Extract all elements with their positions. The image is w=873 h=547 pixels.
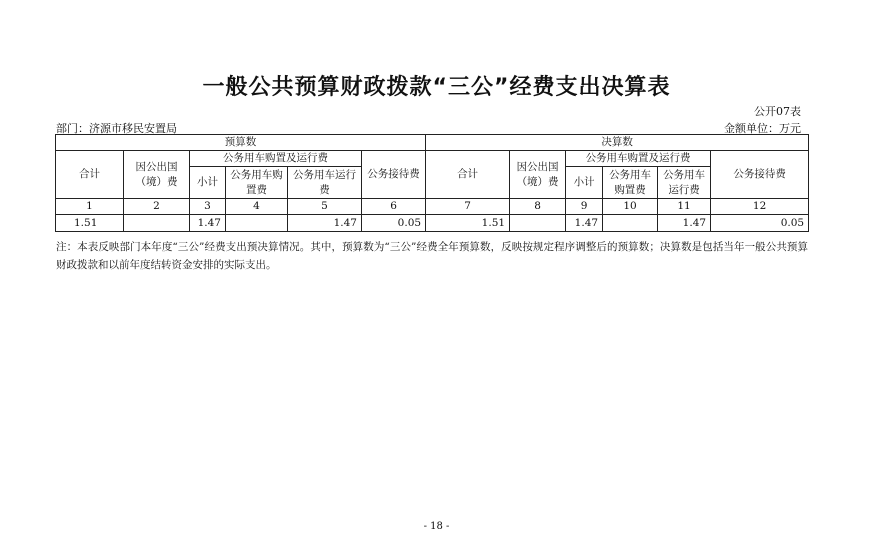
header-budget-purchase (226, 167, 288, 199)
header-budget-operation (288, 167, 362, 199)
header-text: 因公出国 (516, 160, 559, 173)
index-cell: 6 (362, 199, 426, 215)
column-index-row (56, 199, 809, 215)
table-footnote: 注：本表反映部门本年度“三公”经费支出预决算情况。其中，预算数为“三公”经费全年预算数，反映按规定程序调整后的预算数；决算数是包括当年一般公共预算财政拨款和以前年度结转资金安排的实际支出。 (56, 241, 808, 271)
header-text: 公务用车购 (230, 168, 283, 181)
page-number: - 18 - (423, 521, 450, 532)
header-final-operation (658, 167, 711, 199)
table-header-row (56, 151, 809, 167)
header-text: 费 (319, 183, 330, 196)
value-cell: 1.47 (288, 215, 362, 232)
index-cell: 10 (603, 199, 658, 215)
index-cell: 9 (566, 199, 603, 215)
value-cell (226, 215, 288, 232)
index-cell: 3 (190, 199, 226, 215)
header-final-vehicle: 公务用车购置及运行费 (566, 151, 711, 167)
header-final-total: 合计 (426, 151, 510, 199)
header-text: 购置费 (614, 183, 646, 196)
header-budget-total: 合计 (56, 151, 124, 199)
index-cell: 5 (288, 199, 362, 215)
header-text: 公务用车运行 (293, 168, 356, 181)
header-text: 因公出国 (135, 160, 178, 173)
index-cell: 12 (711, 199, 809, 215)
index-cell: 8 (510, 199, 566, 215)
value-cell: 0.05 (362, 215, 426, 232)
header-text: 运行费 (668, 183, 700, 196)
header-budget-abroad (124, 151, 190, 199)
value-cell (124, 215, 190, 232)
table-row (56, 215, 809, 232)
value-cell: 1.51 (56, 215, 124, 232)
header-budget-vehicle: 公务用车购置及运行费 (190, 151, 362, 167)
index-cell: 1 (56, 199, 124, 215)
value-cell: 1.47 (190, 215, 226, 232)
index-cell: 7 (426, 199, 510, 215)
header-final-abroad (510, 151, 566, 199)
value-cell: 1.47 (566, 215, 603, 232)
table-header-group-row (56, 135, 809, 151)
value-cell: 1.47 (658, 215, 711, 232)
header-budget-subtotal: 小计 (190, 167, 226, 199)
page-title: 一般公共预算财政拨款“三公”经费支出决算表 (202, 75, 671, 100)
form-number: 公开07表 (754, 105, 801, 118)
three-public-expense-table (55, 134, 809, 232)
header-final-purchase (603, 167, 658, 199)
value-cell: 0.05 (711, 215, 809, 232)
header-text: （境）费 (135, 175, 178, 188)
header-text: 公务用车 (663, 168, 706, 181)
header-budget-group: 预算数 (56, 135, 426, 151)
index-cell: 2 (124, 199, 190, 215)
header-text: 置费 (246, 183, 267, 196)
department-label: 部门：济源市移民安置局 (56, 122, 177, 135)
header-budget-reception: 公务接待费 (362, 151, 426, 199)
unit-label: 金额单位：万元 (724, 122, 801, 135)
header-final-reception: 公务接待费 (711, 151, 809, 199)
index-cell: 4 (226, 199, 288, 215)
value-cell (510, 215, 566, 232)
value-cell: 1.51 (426, 215, 510, 232)
header-text: （境）费 (516, 175, 559, 188)
value-cell (603, 215, 658, 232)
header-final-subtotal: 小计 (566, 167, 603, 199)
header-text: 公务用车 (609, 168, 652, 181)
index-cell: 11 (658, 199, 711, 215)
header-final-group: 决算数 (426, 135, 809, 151)
